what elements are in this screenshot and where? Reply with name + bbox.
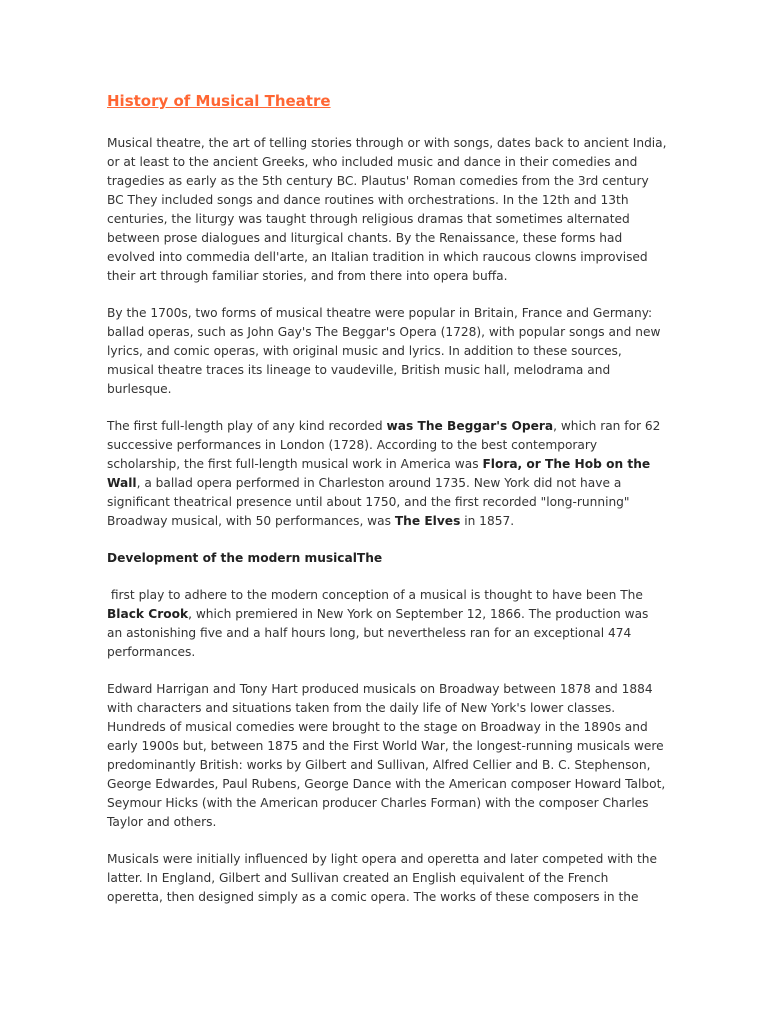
paragraph-operetta: Musicals were initially influenced by light opera and operetta and later competed with the latter. In England, Gilbert and Sullivan created an English equivalent of the French operetta, then designed simply as a comic opera. The works of these composers in the [107,852,657,904]
bold-segment: Black Crook [107,607,189,621]
paragraph-first-play [107,417,667,531]
paragraph-black-crook [107,586,667,662]
paragraph-origins: Musical theatre, the art of telling stories through or with songs, dates back to ancient India, or at least to the ancient Greeks, who included music and dance in their comedies and tragedies as early as the 5th century BC. Plautus' Roman comedies from the 3rd century BC They included songs and dance routines with orchestrations. In the 12th and 13th centuries, the liturgy was taught through religious dramas that sometimes alternated between prose dialogues and liturgical chants. By the Renaissance, these forms had evolved into commedia dell'arte, an Italian tradition in which raucous clowns improvised their art through familiar stories, and from there into opera buffa. [107,136,667,283]
document-title: History of Musical Theatre [107,92,331,110]
bold-segment: The Elves [394,514,461,528]
document-page [107,88,667,925]
text-segment: The first full-length play of any kind recorded [107,419,387,433]
section-heading: Development of the modern musicalThe [107,551,383,565]
paragraph-1700s: By the 1700s, two forms of musical theatre were popular in Britain, France and Germany: ballad operas, such as John Gay's The Beggar's Opera (1728), with popular songs and new lyrics, and comic operas, with original music and lyrics. In addition to these sources, musical theatre traces its lineage to vaudeville, British music hall, melodrama and burlesque. [107,306,661,396]
paragraph-harrigan-hart: Edward Harrigan and Tony Hart produced musicals on Broadway between 1878 and 1884 with characters and situations taken from the daily life of New York's lower classes. Hundreds of musical comedies were brought to the stage on Broadway in the 1890s and early 1900s but, between 1875 and the First World War, the longest-running musicals were predominantly British: works by Gilbert and Sullivan, Alfred Cellier and B. C. Stephenson, George Edwardes, Paul Rubens, George Dance with the American composer Howard Talbot, Seymour Hicks (with the American producer Charles Forman) with the composer Charles Taylor and others. [107,682,666,829]
text-segment: , which ran for 62 successive performances in London (1728). According to the best contemporary scholarship, the first full-length musical work in America was [107,419,661,471]
bold-segment: was The Beggar's Opera [386,419,554,433]
text-segment: , which premiered in New York on September 12, 1866. The production was an astonishing five and a half hours long, but nevertheless ran for an exceptional 474 performances. [107,607,649,659]
text-segment: first play to adhere to the modern conception of a musical is thought to have been The [107,588,647,602]
bold-segment: Flora, or The Hob on the Wall [107,457,651,490]
text-segment: , a ballad opera performed in Charleston around 1735. New York did not have a significant theatrical presence until about 1750, and the first recorded "long-running" Broadway musical, with 50 performances, was [107,476,630,528]
text-segment: in 1857. [460,514,515,528]
